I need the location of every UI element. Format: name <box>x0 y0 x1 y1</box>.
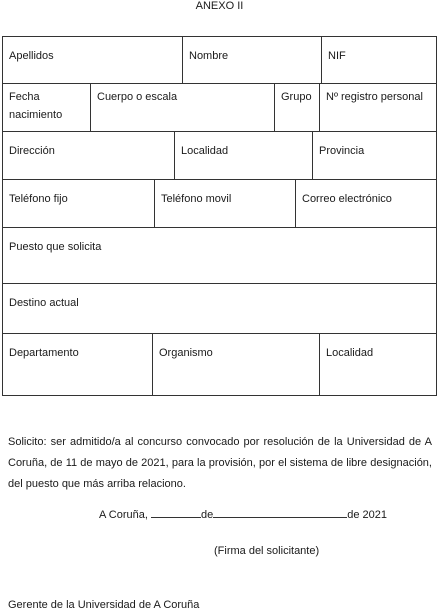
field-telefono-fijo[interactable]: Teléfono fijo <box>3 180 155 227</box>
field-fecha-nacimiento[interactable]: Fecha nacimiento <box>3 84 91 131</box>
field-registro-personal[interactable]: Nº registro personal <box>326 91 423 103</box>
field-nombre[interactable]: Nombre <box>183 37 322 83</box>
field-nif[interactable]: NIF <box>328 50 346 62</box>
field-telefono-movil[interactable]: Teléfono movil <box>155 180 296 227</box>
day-blank[interactable] <box>151 507 201 518</box>
field-localidad[interactable]: Localidad <box>175 132 313 179</box>
de-label: de <box>200 509 214 521</box>
application-form <box>2 36 437 396</box>
field-puesto-solicita[interactable]: Puesto que solicita <box>9 241 102 253</box>
form-row-contact <box>2 180 437 228</box>
signature-date-line <box>99 507 387 521</box>
month-blank[interactable] <box>213 507 347 518</box>
field-grupo[interactable]: Grupo <box>275 84 320 131</box>
form-row-personal <box>2 36 437 84</box>
form-row-details <box>2 84 437 132</box>
field-provincia[interactable]: Provincia <box>319 145 365 157</box>
place-label: A Coruña, <box>99 509 148 521</box>
field-cuerpo-escala[interactable]: Cuerpo o escala <box>91 84 275 131</box>
field-apellidos[interactable]: Apellidos <box>3 37 183 83</box>
request-paragraph: Solicito: ser admitido/a al concurso convocado por resolución de la Universidad de A Coruña, de 11 de mayo de 2021, para la provisión, por el sistema de libre designación, del puesto que más arriba relaciono. <box>8 436 432 490</box>
field-correo[interactable]: Correo electrónico <box>302 193 392 205</box>
form-row-puesto <box>2 228 437 284</box>
signature-caption: (Firma del solicitante) <box>214 545 320 557</box>
form-row-organizacion <box>2 334 437 396</box>
field-departamento[interactable]: Departamento <box>3 334 153 395</box>
year-label: de 2021 <box>347 509 387 521</box>
addressee: Gerente de la Universidad de A Coruña <box>8 599 200 611</box>
field-direccion[interactable]: Dirección <box>3 132 175 179</box>
document-title: ANEXO II <box>195 0 244 12</box>
field-destino-actual[interactable]: Destino actual <box>9 297 79 309</box>
form-row-destino <box>2 284 437 334</box>
field-organismo[interactable]: Organismo <box>153 334 320 395</box>
form-row-address <box>2 132 437 180</box>
field-localidad-destino[interactable]: Localidad <box>326 347 374 359</box>
